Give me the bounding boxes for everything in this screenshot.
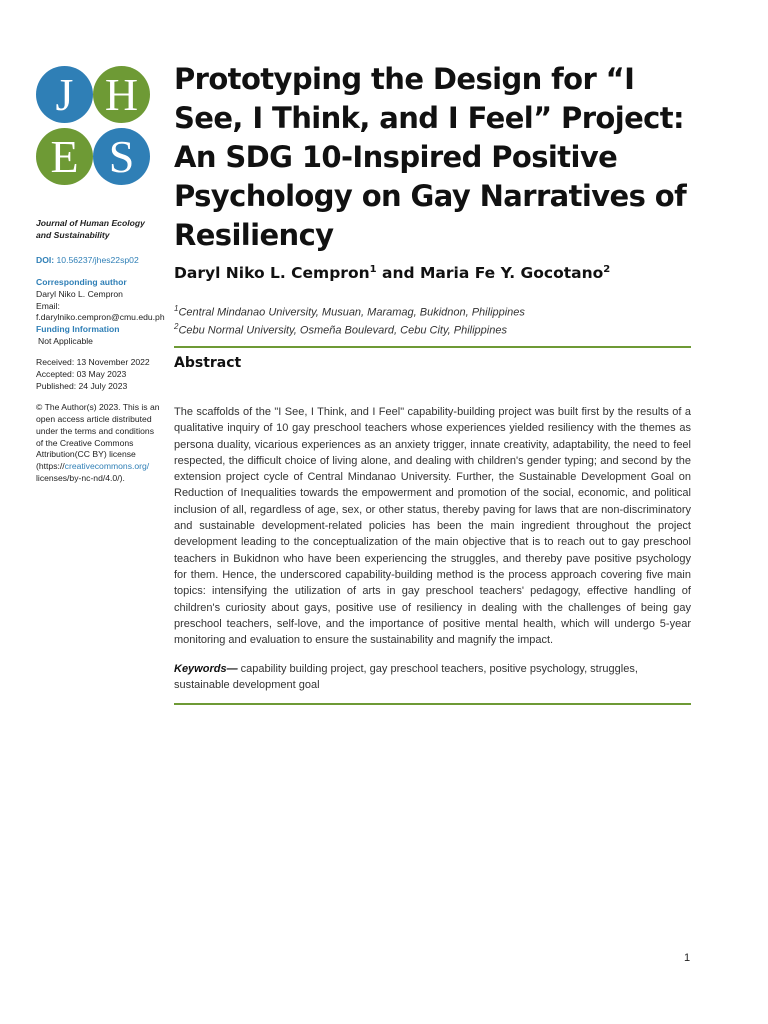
abstract-bottom-rule — [174, 703, 691, 705]
doi-link[interactable]: 10.56237/jhes22sp02 — [56, 255, 139, 266]
keywords — [174, 661, 691, 694]
email-label: Email: — [36, 300, 60, 311]
corresponding-author-label: Corresponding author — [36, 277, 127, 288]
author-separator: and — [376, 264, 420, 283]
author-1-affil-mark: 1 — [369, 264, 377, 275]
page-number: 1 — [684, 952, 691, 964]
abstract-heading: Abstract — [174, 355, 242, 371]
license-text: © The Author(s) 2023. This is an open access article distributed under the terms and conditions of the Creative Commons Attribution(CC BY) license (https:// — [36, 402, 160, 471]
license-text-end: licenses/by-nc-nd/4.0/). — [36, 472, 125, 483]
author-list — [174, 264, 694, 282]
journal-logo — [36, 66, 152, 186]
logo-circle-e: E — [36, 128, 93, 185]
keywords-label: Keywords— — [174, 663, 238, 675]
logo-circle-h: H — [93, 66, 150, 123]
keywords-list: capability building project, gay preschool teachers, positive psychology, struggles, sustainable development goal — [174, 663, 638, 692]
author-2-affil-mark: 2 — [603, 264, 611, 275]
article-info-sidebar — [36, 218, 165, 484]
license-link[interactable]: creativecommons.org/ — [64, 460, 150, 471]
abstract-top-rule — [174, 346, 691, 348]
doi-label: DOI: — [36, 255, 55, 266]
funding-label: Funding Information — [36, 323, 120, 334]
logo-circle-s: S — [93, 128, 150, 185]
author-2: Maria Fe Y. Gocotano — [420, 264, 604, 283]
author-1: Daryl Niko L. Cempron — [174, 264, 370, 283]
doi-line — [36, 255, 160, 267]
accepted-date: Accepted: 03 May 2023 — [36, 369, 127, 380]
received-date: Received: 13 November 2022 — [36, 357, 150, 368]
funding-value: Not Applicable — [38, 335, 93, 346]
affil-2-text: Cebu Normal University, Osmeña Boulevard, Cebu City, Philippines — [178, 324, 507, 337]
affiliation-2 — [174, 320, 694, 338]
abstract-body: The scaffolds of the "I See, I Think, and I Feel" capability-building project was built first by the results of a qualitative inquiry of 10 gay preschool teachers whose experiences yielded resiliency with the themes as persona duality, vicarious experiences as an anxiety trigger, innate creativity, adaptability, the need to feel respected, the difficult choice of living alone, and dealing with children's gender typing; and second by the extension project cycle of Central Mindanao University. Further, the Sustainable Development Goal on Reduction of Inequalities towards the empowerment and promotion of the social, economic, and political inclusion of all, regardless of age, sex, or other status, thereby paving for laws that are non-discriminatory and sustainable development-related policies has been the main ingredient throughout the project development leading to the conceptualization of the main objective that is to reach out to gay preschool teachers in Bukidnon who have been experiencing the struggles, and thereby pave positive psychology for them. Hence, the underscored capability-building method is the process approach covering five main topics: intensifying the utilization of arts in gay preschool teachers' pedagogy, effective handling of children's curiosity about gays, positive use of resiliency in dealing with the challenges of being gay preschool teachers, self-love, and the importance of positive mental health, which will undergo 5-year monitoring and evaluation to ensure the sustainability and magnify the impact. — [174, 406, 691, 647]
paper-title: Prototyping the Design for “I See, I Think, and I Feel” Project: An SDG 10-Inspired Positive Psychology on Gay Narratives of Resiliency — [174, 62, 687, 252]
affil-2-mark: 2 — [174, 321, 179, 331]
published-date: Published: 24 July 2023 — [36, 380, 128, 391]
logo-circle-j: J — [36, 66, 93, 123]
corresponding-author-name: Daryl Niko L. Cempron — [36, 288, 123, 299]
affiliations — [174, 302, 694, 337]
license-notice — [36, 402, 160, 484]
email-value[interactable]: f.darylniko.cempron@cmu.edu.ph — [36, 312, 165, 323]
affiliation-1 — [174, 302, 694, 320]
journal-name: Journal of Human Ecology and Sustainability — [36, 218, 145, 240]
affil-1-mark: 1 — [174, 304, 179, 313]
affil-1-text: Central Mindanao University, Musuan, Maramag, Bukidnon, Philippines — [178, 306, 525, 319]
